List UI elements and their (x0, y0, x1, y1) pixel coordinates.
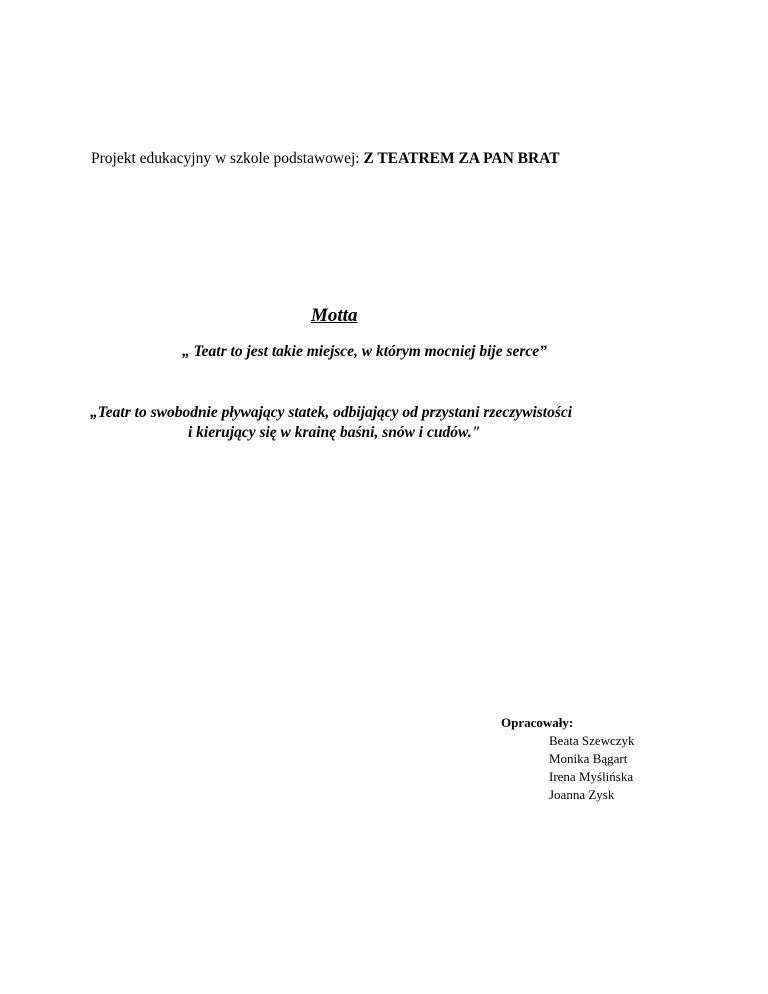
author-name: Joanna Zysk (549, 787, 615, 802)
author-name: Irena Myślińska (549, 769, 634, 784)
motto-quote-2-line-2: i kierujący się w krainę baśni, snów i cudów." (188, 424, 481, 441)
motto-quote-1: „ Teatr to jest takie miejsce, w którym mocniej bije serce” (182, 343, 547, 360)
motta-heading: Motta (311, 305, 358, 326)
authors-block (501, 714, 635, 804)
project-title: Z TEATREM ZA PAN BRAT (363, 150, 560, 167)
project-title-line (91, 150, 560, 168)
authors-label: Opracowały: (501, 715, 574, 730)
author-name: Beata Szewczyk (549, 733, 635, 748)
motto-quote-2-line-1: „Teatr to swobodnie pływający statek, odbijający od przystani rzeczywistości (90, 404, 573, 421)
author-name: Monika Bągart (549, 751, 628, 766)
project-label: Projekt edukacyjny w szkole podstawowej: (91, 150, 364, 167)
